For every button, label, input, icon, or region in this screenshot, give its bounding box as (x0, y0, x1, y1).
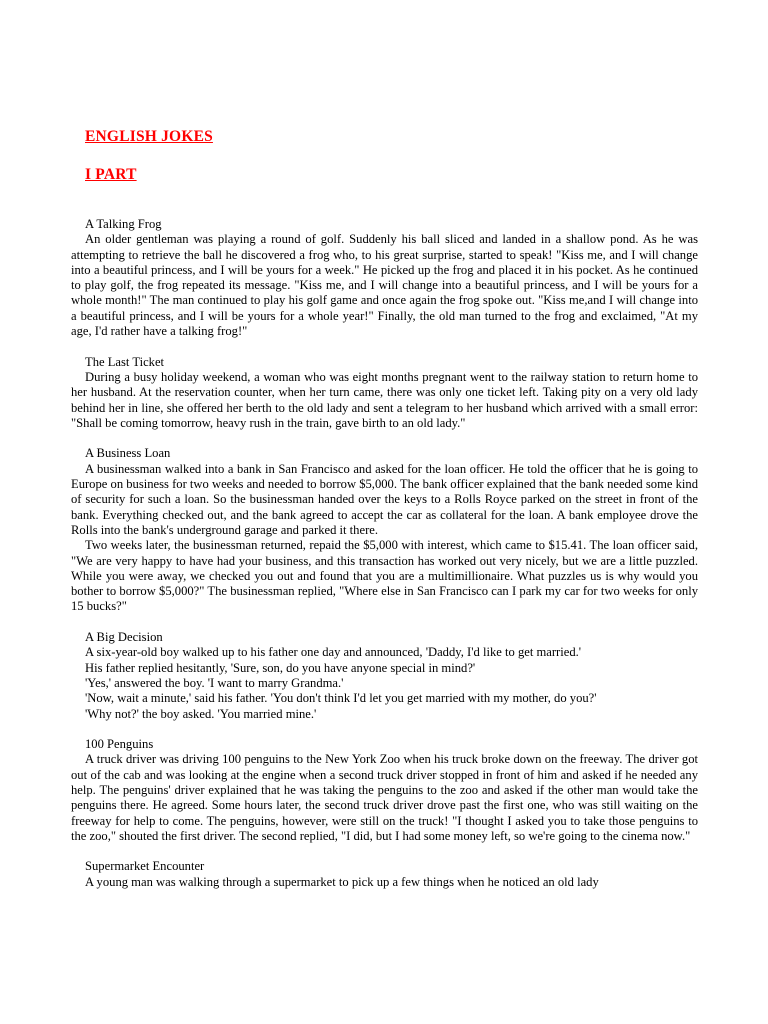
story-last-ticket (71, 355, 698, 431)
dialogue-line: 'Now, wait a minute,' said his father. 'You don't think I'd let you get married with my mother, do you?' (85, 691, 597, 706)
dialogue-line: A six-year-old boy walked up to his father one day and announced, 'Daddy, I'd like to get married.' (85, 645, 582, 660)
story-paragraph: A young man was walking through a supermarket to pick up a few things when he noticed an old lady (85, 874, 599, 889)
document-body (71, 217, 698, 905)
story-title: A Business Loan (85, 446, 171, 461)
story-business-loan (71, 446, 698, 614)
story-title: 100 Penguins (85, 737, 154, 752)
story-paragraph: During a busy holiday weekend, a woman who was eight months pregnant went to the railway station to return home to her husband. At the reservation counter, when her turn came, there was only one ticket left. Taking pity on a very old lady behind her in line, she offered her berth to the old lady and sent a telegram to her husband which arrived with a small error: "Shall be coming tomorrow, heavy rush in the train, gave birth to an old lady." (71, 369, 698, 430)
story-paragraph: Two weeks later, the businessman returned, repaid the $5,000 with interest, which came to $15.41. The loan officer said, "We are very happy to have had your business, and this transaction has worked out very nicely, but we are a little puzzled. While you were away, we checked you out and found that you are a multimillionaire. What puzzles us is why would you bother to borrow $5,000?" The businessman replied, "Where else in San Francisco can I park my car for two weeks for only 15 bucks?" (71, 538, 698, 614)
dialogue-line: 'Yes,' answered the boy. 'I want to marry Grandma.' (85, 675, 344, 690)
dialogue-line: His father replied hesitantly, 'Sure, son, do you have anyone special in mind?' (85, 660, 476, 675)
document-title: ENGLISH JOKES (85, 128, 213, 145)
story-title: A Talking Frog (85, 217, 162, 231)
story-big-decision (71, 630, 698, 722)
dialogue-line: 'Why not?' the boy asked. 'You married mine.' (85, 706, 317, 721)
story-title: The Last Ticket (85, 354, 165, 369)
story-title: Supermarket Encounter (85, 859, 205, 874)
story-talking-frog (71, 217, 698, 339)
story-paragraph: A truck driver was driving 100 penguins to the New York Zoo when his truck broke down on the freeway. The driver got out of the cab and was looking at the engine when a second truck driver stopped in front of him and asked if he needed any help. The penguins' driver explained that he was taking the penguins to the zoo and asked if the other man would take the penguins there. He agreed. Some hours later, the second truck driver drove past the first one, who was still waiting on the freeway for help to come. The penguins, however, were still on the truck! "I thought I asked you to take those penguins to the zoo," shouted the first driver. The second replied, "I did, but I had some money left, so we're going to the cinema now." (71, 752, 698, 843)
story-100-penguins (71, 737, 698, 844)
story-supermarket-encounter (71, 859, 698, 890)
story-paragraph: An older gentleman was playing a round of golf. Suddenly his ball sliced and landed in a shallow pond. As he was attempting to retrieve the ball he discovered a frog who, to his great surprise, started to speak! "Kiss me, and I will change into a beautiful princess, and I will be yours for a week." He picked up the frog and placed it in his pocket. As he continued to play golf, the frog repeated its message. "Kiss me, and I will change into a beautiful princess, and I will be yours for a whole month!" The man continued to play his golf game and once again the frog spoke out. "Kiss me,and I will change into a beautiful princess, and I will be yours for a whole year!" Finally, the old man turned to the frog and exclaimed, "At my age, I'd rather have a talking frog!" (71, 232, 698, 339)
story-title: A Big Decision (85, 630, 163, 645)
story-paragraph: A businessman walked into a bank in San Francisco and asked for the loan officer. He told the officer that he is going to Europe on business for two weeks and needed to borrow $5,000. The bank officer explained that the bank needed some kind of security for such a loan. So the businessman handed over the keys to a Rolls Royce parked on the street in front of the bank. Everything checked out, and the bank agreed to accept the car as collateral for the loan. A bank employee drove the Rolls into the bank's underground garage and parked it there. (71, 461, 698, 537)
part-heading: I PART (85, 166, 137, 183)
